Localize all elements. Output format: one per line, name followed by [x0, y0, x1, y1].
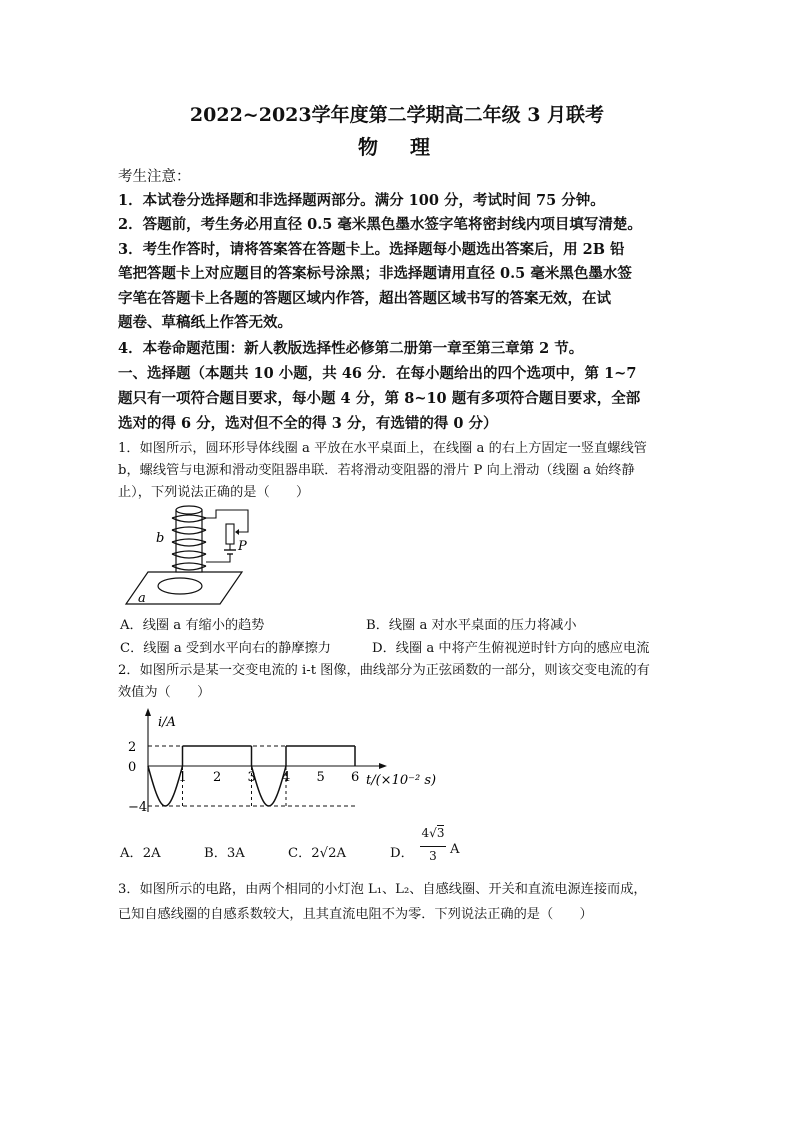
x-tick-label: 5 — [316, 770, 325, 785]
notice-line: 笔把答题卡上对应题目的答案标号涂黑；非选择题请用直径 0.5 毫米黑色墨水签 — [118, 265, 632, 282]
question-1-stem-line: b，螺线管与电源和滑动变阻器串联．若将滑动变阻器的滑片 P 向上滑动（线圈 a 始终静 — [118, 463, 635, 478]
question-1-option-a[interactable]: A．线圈 a 有缩小的趋势 — [120, 618, 265, 633]
notice-line: 题卷、草稿纸上作答无效。 — [118, 314, 292, 331]
x-axis-arrow — [379, 763, 387, 769]
chart-ticks — [128, 740, 359, 812]
y-tick-label: −4 — [128, 800, 148, 812]
notice-line: 字笔在答题卡上各题的答题区域内作答，超出答题区域书写的答案无效，在试 — [118, 290, 611, 307]
section-line: 选对的得 6 分，选对但不全的得 3 分，有选错的得 0 分） — [118, 415, 498, 432]
notice-heading: 考生注意： — [118, 169, 191, 185]
notice-line: 3．考生作答时，请将答案答在答题卡上。选择题每小题选出答案后，用 2B 铅 — [118, 241, 625, 258]
y-tick-label: 2 — [128, 740, 137, 755]
question-1-option-b[interactable]: B．线圈 a 对水平桌面的压力将减小 — [366, 618, 577, 633]
option-d-numerator: 4√3 — [421, 826, 445, 840]
notice-line: 4．本卷命题范围：新人教版选择性必修第二册第一章至第三章第 2 节。 — [118, 340, 584, 357]
label-a: a — [138, 591, 146, 606]
i-t-chart — [120, 708, 460, 812]
question-3-stem-line: 已知自感线圈的自感系数较大，且其直流电阻不为零．下列说法正确的是（ ） — [118, 907, 593, 922]
ring-a — [158, 578, 202, 594]
sine-segment — [148, 766, 183, 806]
sine-segment — [252, 766, 287, 806]
subject-title: 物 理 — [358, 135, 436, 159]
fraction-bar — [420, 846, 446, 847]
chart-x-label: t/(×10⁻² s) — [366, 773, 437, 788]
question-1-option-d[interactable]: D．线圈 a 中将产生俯视逆时针方向的感应电流 — [372, 641, 650, 656]
question-2-option-a[interactable]: A．2A — [120, 846, 161, 861]
notice-line: 1．本试卷分选择题和非选择题两部分。满分 100 分，考试时间 75 分钟。 — [118, 192, 605, 209]
label-p: P — [238, 539, 247, 554]
slider-arrow — [235, 529, 239, 535]
question-3-stem-line: 3．如图所示的电路，由两个相同的小灯泡 L₁、L₂、自感线圈、开关和直流电源连接而成， — [118, 882, 647, 897]
section-line: 一、选择题（本题共 10 小题，共 46 分．在每小题给出的四个选项中，第 1~7 — [118, 365, 637, 382]
question-1-stem-line: 止），下列说法正确的是（ ） — [118, 485, 310, 500]
label-b: b — [156, 531, 165, 546]
question-2-option-b[interactable]: B．3A — [204, 846, 245, 861]
solenoid-top — [176, 506, 202, 514]
y-axis-arrow — [145, 708, 151, 716]
y-tick-label: 0 — [128, 760, 137, 775]
option-d-prefix: D． — [390, 846, 414, 861]
chart-y-label: i/A — [158, 715, 176, 730]
x-tick-label: 2 — [213, 770, 222, 785]
option-d-denominator: 3 — [429, 849, 437, 863]
exam-title: 2022~2023学年度第二学期高二年级 3 月联考 — [189, 104, 605, 126]
question-2-stem-line: 效值为（ ） — [118, 685, 211, 700]
question-1-option-c[interactable]: C．线圈 a 受到水平向右的静摩擦力 — [120, 641, 331, 656]
x-tick-label: 4 — [282, 770, 291, 785]
x-tick-label: 3 — [247, 770, 256, 785]
section-line: 题只有一项符合题目要求，每小题 4 分，第 8~10 题有多项符合题目要求，全部 — [118, 390, 641, 407]
question-2-stem-line: 2．如图所示是某一交变电流的 i-t 图像，曲线部分为正弦函数的一部分，则该交变电流的有 — [118, 663, 650, 678]
option-d-unit: A — [450, 842, 460, 857]
x-tick-label: 1 — [178, 770, 187, 785]
question-2-option-c[interactable]: C．2√2A — [288, 846, 346, 861]
notice-line: 2．答题前，考生务必用直径 0.5 毫米黑色墨水签字笔将密封线内项目填写清楚。 — [118, 216, 642, 233]
chart-axes — [145, 708, 387, 812]
x-tick-label: 6 — [351, 770, 360, 785]
question-1-stem-line: 1．如图所示，圆环形导体线圈 a 平放在水平桌面上，在线圈 a 的右上方固定一竖直螺线管 — [118, 441, 647, 456]
solenoid-figure — [120, 500, 250, 608]
rheostat — [226, 524, 234, 544]
